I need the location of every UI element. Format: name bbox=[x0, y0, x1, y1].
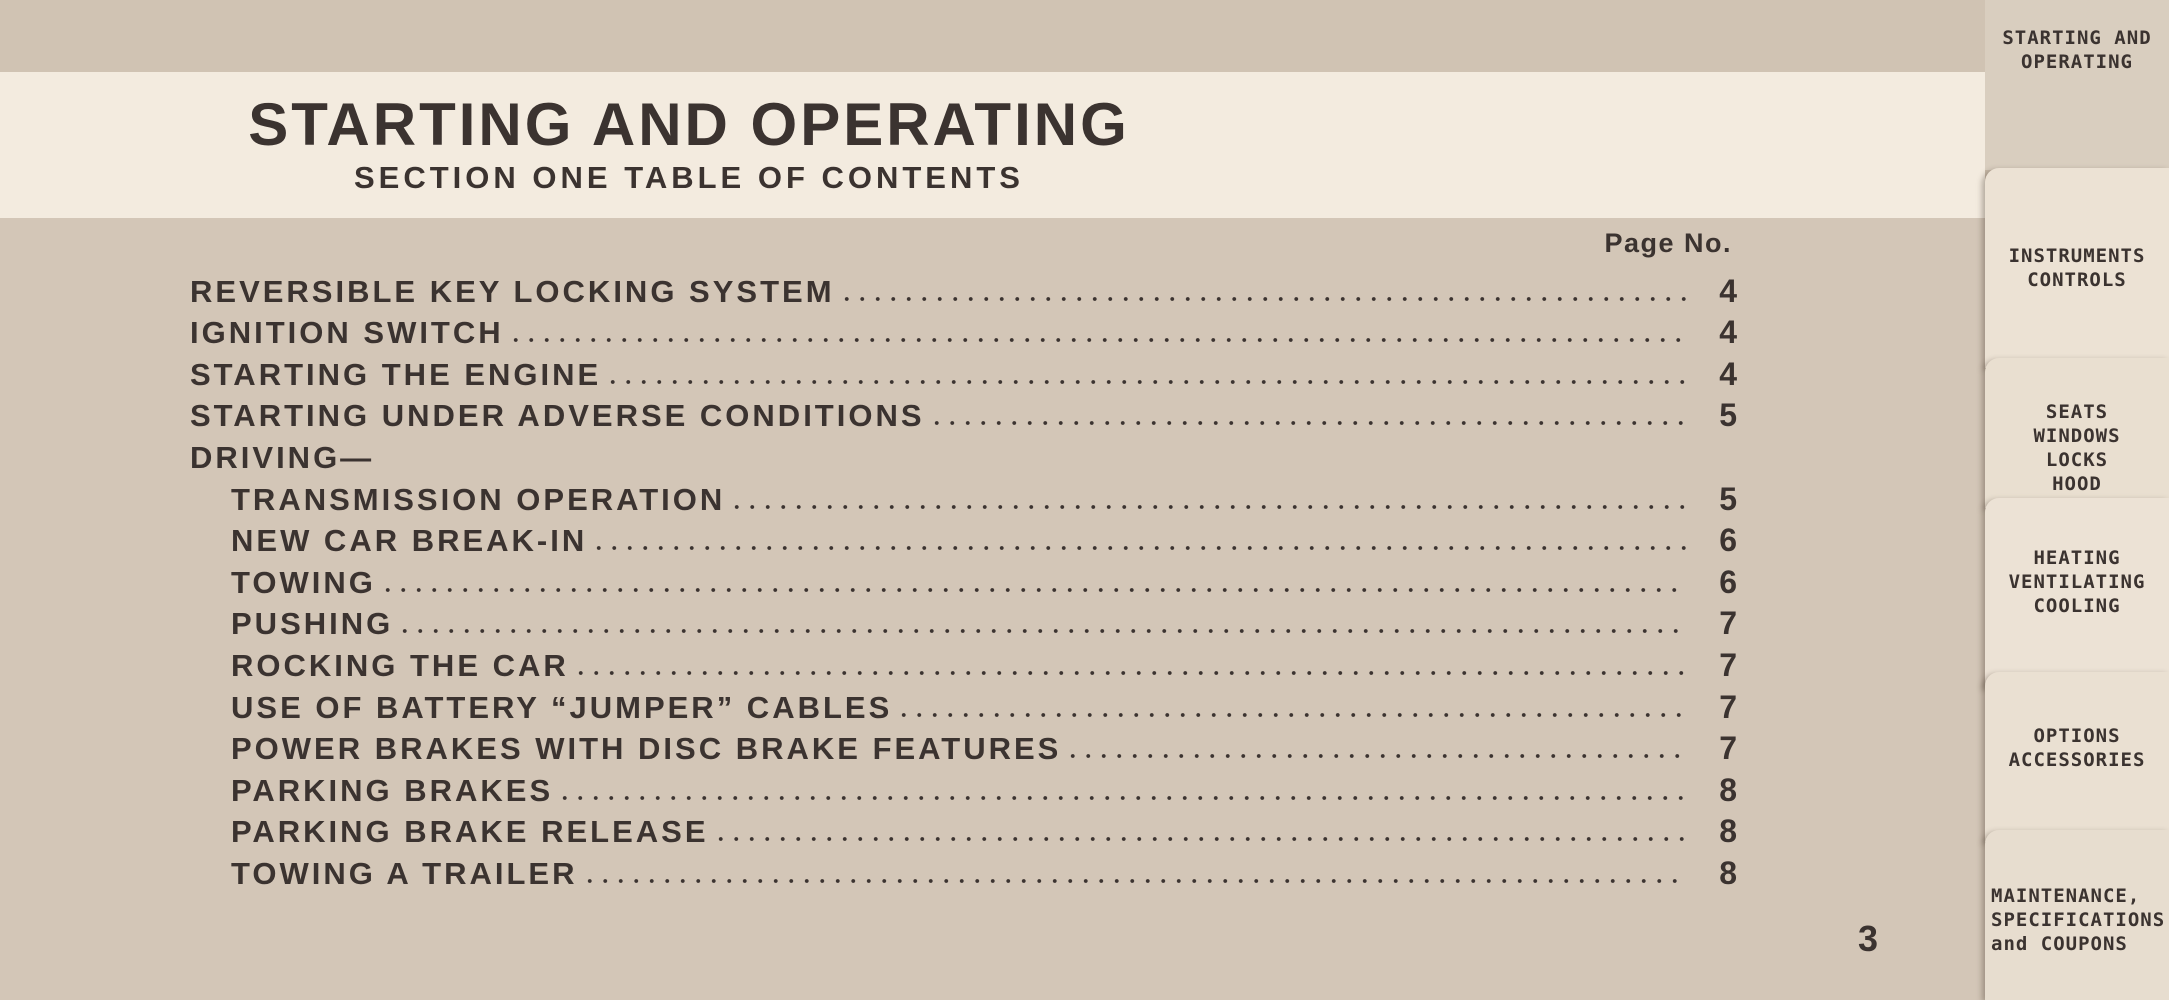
toc-entry-page-number: 4 bbox=[1719, 314, 1740, 351]
toc-entry-label: TOWING A TRAILER bbox=[231, 855, 578, 891]
toc-entry bbox=[190, 476, 1740, 518]
tab-label: OPTIONS ACCESSORIES bbox=[2008, 725, 2146, 771]
toc-entry bbox=[190, 310, 1740, 352]
toc-entry-page-number: 4 bbox=[1719, 355, 1740, 392]
tab-maintenance-specifications-coupons[interactable] bbox=[1985, 830, 2169, 1000]
toc-dot-leader bbox=[591, 545, 1686, 551]
toc-entry bbox=[190, 393, 1740, 435]
page-subtitle: SECTION ONE TABLE OF CONTENTS bbox=[354, 160, 1024, 195]
toc-entry bbox=[190, 684, 1740, 726]
toc-dot-leader bbox=[397, 628, 1686, 634]
toc-entry-label: USE OF BATTERY “JUMPER” CABLES bbox=[231, 689, 893, 725]
toc-dot-leader bbox=[605, 379, 1686, 385]
toc-entry-page-number: 7 bbox=[1719, 688, 1740, 725]
toc-entry bbox=[190, 642, 1740, 684]
toc-entry bbox=[190, 518, 1740, 560]
toc-entry bbox=[190, 850, 1740, 892]
toc-entry-label: PUSHING bbox=[231, 606, 394, 642]
toc-entry-page-number: 8 bbox=[1719, 813, 1740, 850]
toc-entry-page-number: 6 bbox=[1719, 563, 1740, 600]
tab-label: MAINTENANCE, SPECIFICATIONS and COUPONS bbox=[1991, 885, 2166, 955]
tab-instruments-controls[interactable] bbox=[1985, 168, 2169, 368]
toc-entry-label: IGNITION SWITCH bbox=[190, 315, 504, 351]
toc-entry-label: DRIVING— bbox=[190, 439, 375, 475]
toc-entry-page-number: 8 bbox=[1719, 771, 1740, 808]
toc-entry bbox=[190, 767, 1740, 809]
page-title: STARTING AND OPERATING bbox=[248, 91, 1130, 158]
tab-label: HEATING VENTILATING COOLING bbox=[2008, 547, 2146, 617]
toc-entry-label: POWER BRAKES WITH DISC BRAKE FEATURES bbox=[231, 731, 1062, 767]
tab-options-accessories[interactable] bbox=[1985, 672, 2169, 842]
toc-entry-page-number: 7 bbox=[1719, 646, 1740, 683]
tab-label: INSTRUMENTS CONTROLS bbox=[2008, 245, 2146, 291]
toc-entry-label: STARTING UNDER ADVERSE CONDITIONS bbox=[190, 398, 925, 434]
toc-dot-leader bbox=[380, 587, 1686, 593]
toc-entry-label: PARKING BRAKES bbox=[231, 772, 554, 808]
toc-entry-label: TOWING bbox=[231, 564, 376, 600]
toc-entry-page-number: 7 bbox=[1719, 605, 1740, 642]
toc-entry-label: REVERSIBLE KEY LOCKING SYSTEM bbox=[190, 273, 835, 309]
toc-entry-page-number: 5 bbox=[1719, 480, 1740, 517]
toc-dot-leader bbox=[839, 296, 1686, 302]
toc-dot-leader bbox=[573, 670, 1686, 676]
toc-entry-label: STARTING THE ENGINE bbox=[190, 356, 602, 392]
toc-dot-leader bbox=[896, 712, 1686, 718]
toc-entry-page-number: 7 bbox=[1719, 730, 1740, 767]
toc-entry-label: PARKING BRAKE RELEASE bbox=[231, 814, 709, 850]
toc-entry bbox=[190, 434, 1740, 476]
top-strip bbox=[0, 0, 1985, 72]
tab-label: STARTING AND OPERATING bbox=[2002, 27, 2152, 73]
tab-label: SEATS WINDOWS LOCKS HOOD bbox=[2033, 401, 2121, 495]
toc-entry bbox=[190, 268, 1740, 310]
toc-entry-page-number: 6 bbox=[1719, 522, 1740, 559]
toc-dot-leader bbox=[1065, 753, 1686, 759]
toc-dot-leader bbox=[508, 337, 1686, 343]
tab-starting-and-operating[interactable] bbox=[1985, 0, 2169, 170]
toc-dot-leader bbox=[729, 504, 1686, 510]
toc-entry bbox=[190, 601, 1740, 643]
toc-entry-label: TRANSMISSION OPERATION bbox=[231, 481, 726, 517]
toc-entry bbox=[190, 559, 1740, 601]
toc-dot-leader bbox=[557, 795, 1686, 801]
toc-entry-label: ROCKING THE CAR bbox=[231, 647, 569, 683]
page-number-column-header: Page No. bbox=[1604, 228, 1732, 258]
toc-entry bbox=[190, 726, 1740, 768]
tab-heating-ventilating-cooling[interactable] bbox=[1985, 498, 2169, 688]
toc-dot-leader bbox=[929, 420, 1686, 426]
toc-entry-page-number: 8 bbox=[1719, 854, 1740, 891]
toc-dot-leader bbox=[582, 878, 1687, 884]
toc-entry bbox=[190, 351, 1740, 393]
toc-entry-page-number: 4 bbox=[1719, 272, 1740, 309]
toc-entry-label: NEW CAR BREAK-IN bbox=[231, 523, 588, 559]
toc-entry-page-number: 5 bbox=[1719, 397, 1740, 434]
tab-seats-windows-locks-hood[interactable] bbox=[1985, 358, 2169, 508]
toc-entry bbox=[190, 809, 1740, 851]
table-of-contents bbox=[190, 268, 1740, 892]
page-folio-number: 3 bbox=[1858, 918, 1879, 959]
toc-dot-leader bbox=[713, 836, 1686, 842]
